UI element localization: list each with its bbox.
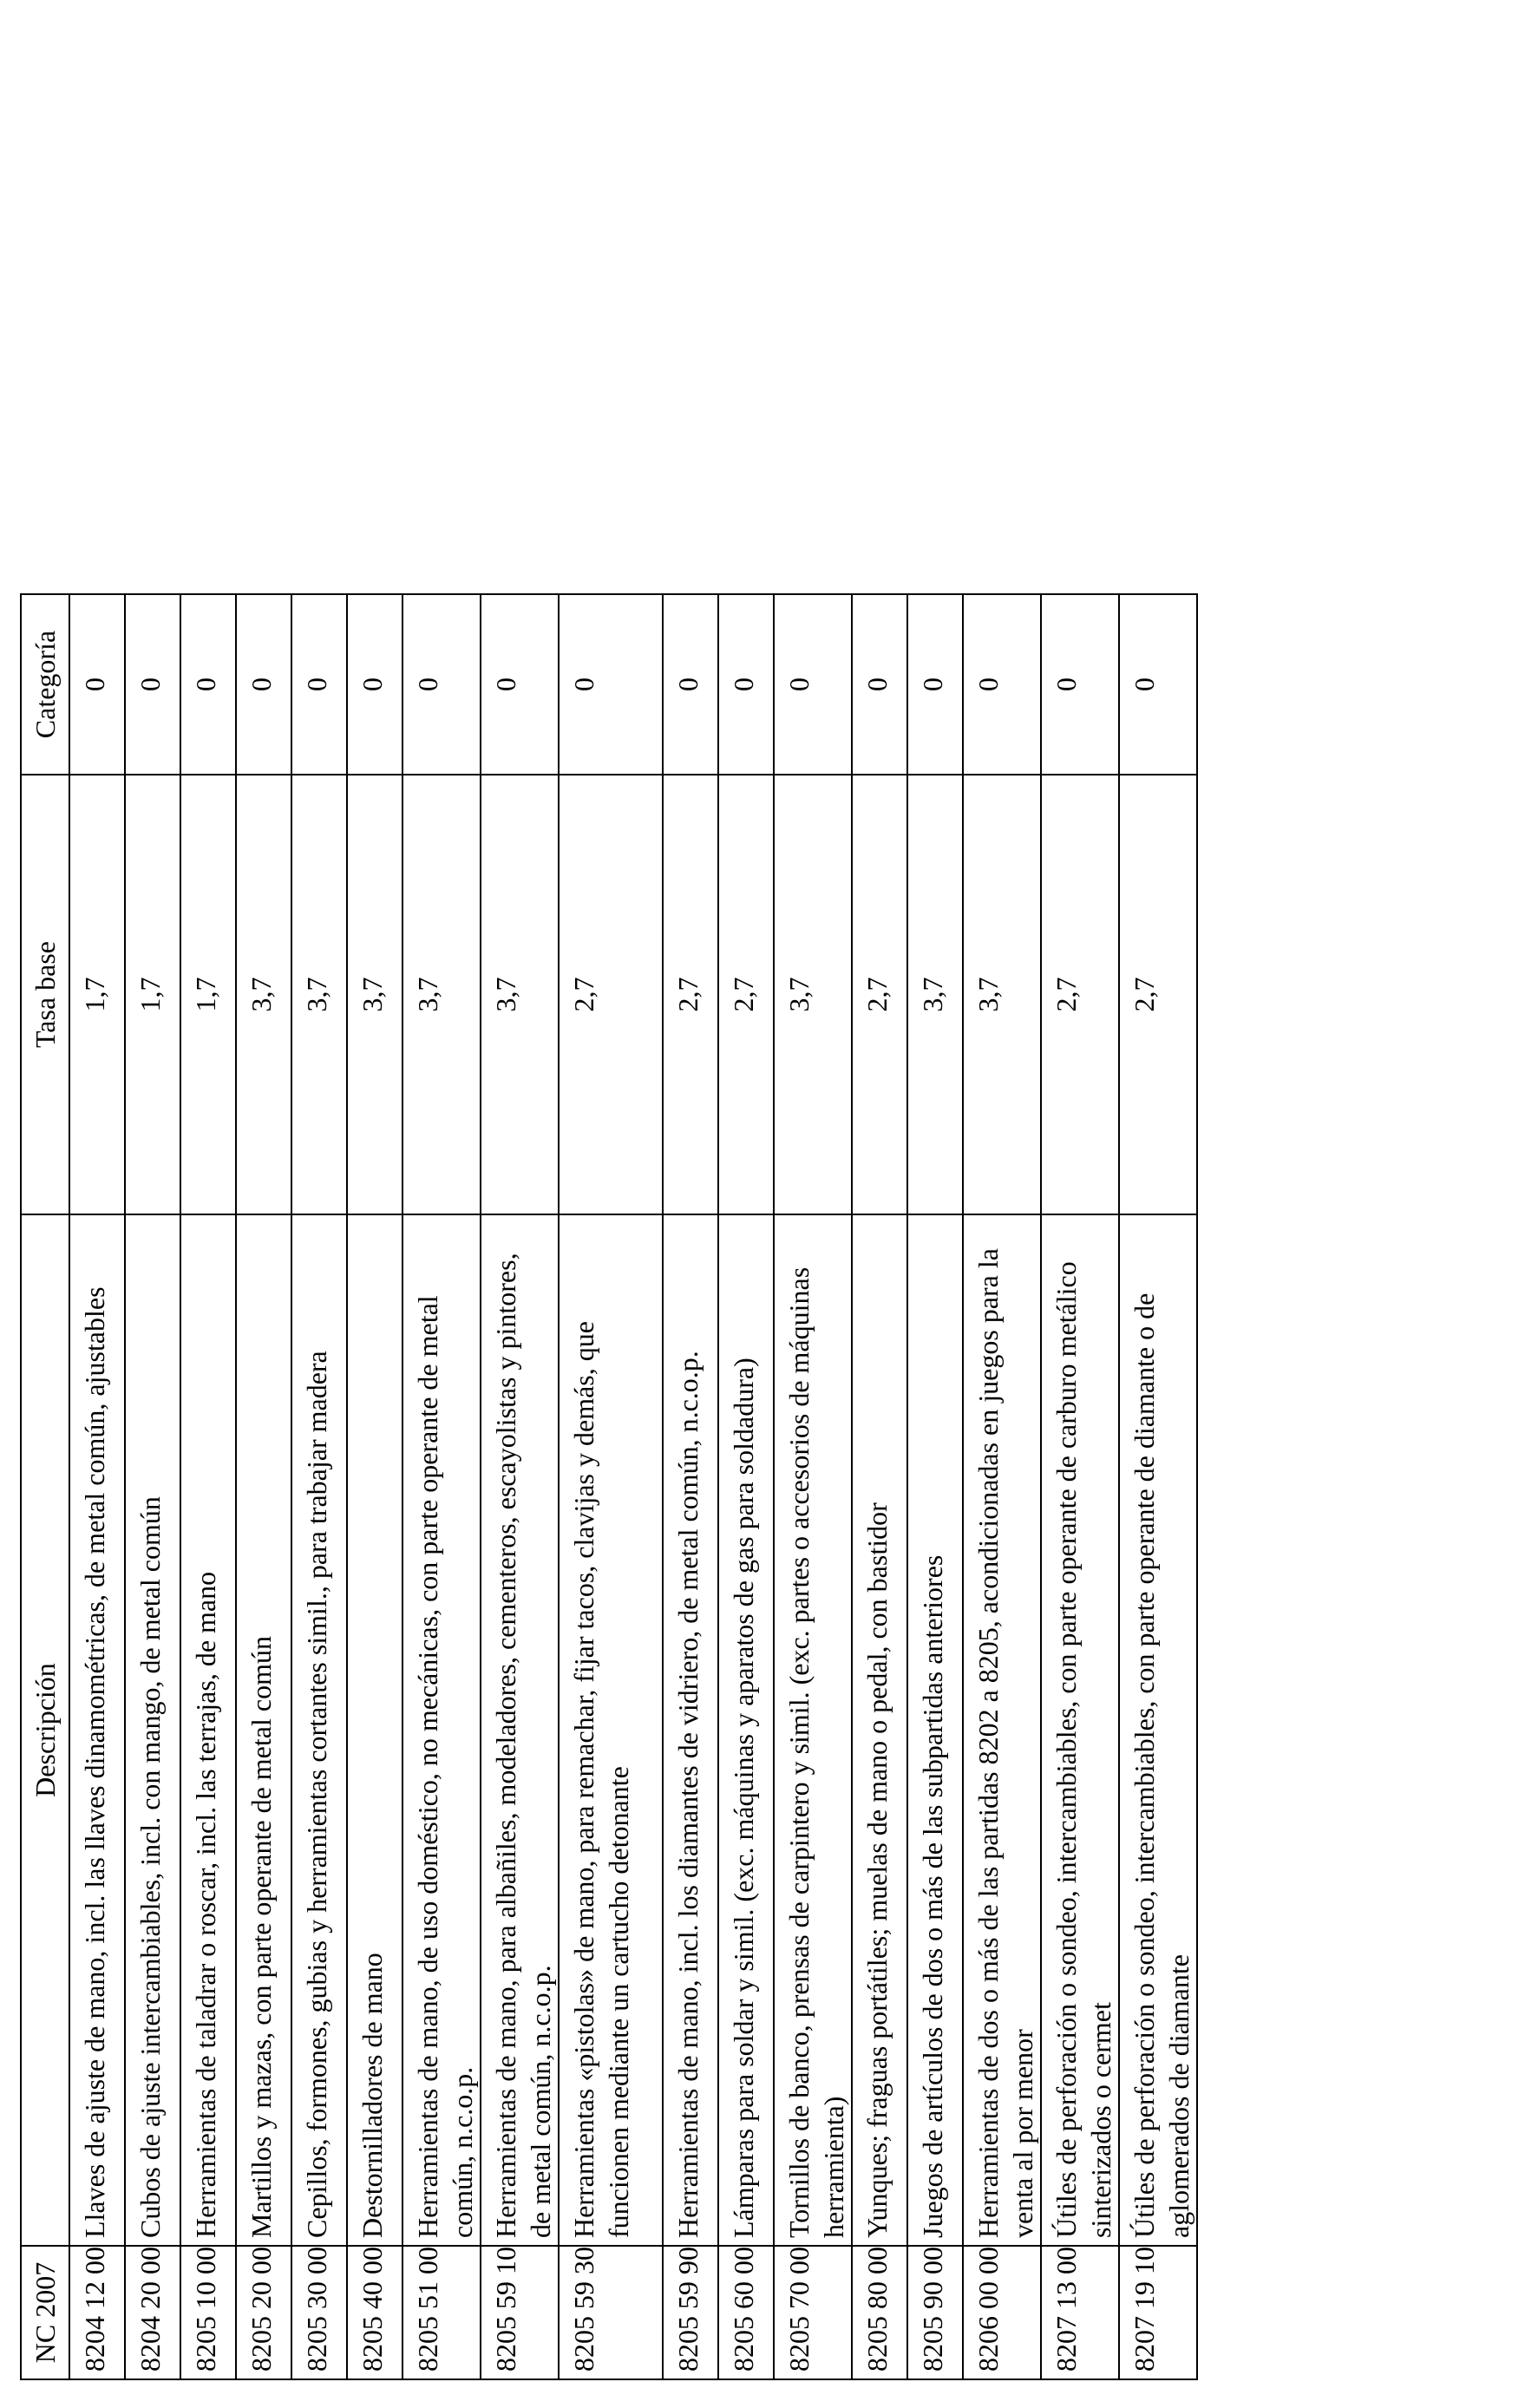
code-cell: 8205 59 10 (481, 2246, 559, 2379)
category-cell: 0 (481, 594, 559, 775)
description-cell: Llaves de ajuste de mano, incl. las llaves dinamométricas, de metal común, ajustables (69, 1214, 125, 2246)
code-cell: 8205 59 90 (663, 2246, 718, 2379)
header-rate: Tasa base (21, 775, 69, 1214)
table-row (481, 594, 559, 2379)
code-cell: 8205 30 00 (291, 2246, 347, 2379)
description-cell: Juegos de artículos de dos o más de las subpartidas anteriores (907, 1214, 963, 2246)
category-cell: 0 (559, 594, 663, 775)
rate-cell: 2,7 (663, 775, 718, 1214)
description-cell: Herramientas de dos o más de las partidas 8202 a 8205, acondicionadas en juegos para la venta al por menor (963, 1214, 1041, 2246)
table-row (663, 594, 718, 2379)
category-cell: 0 (180, 594, 236, 775)
description-cell: Herramientas de mano, de uso doméstico, no mecánicas, con parte operante de metal común, n.c.o.p. (402, 1214, 481, 2246)
code-cell: 8205 40 00 (347, 2246, 402, 2379)
description-cell: Herramientas de mano, incl. los diamantes de vidriero, de metal común, n.c.o.p. (663, 1214, 718, 2246)
rate-cell: 1,7 (69, 775, 125, 1214)
code-cell: 8204 20 00 (125, 2246, 180, 2379)
category-cell: 0 (347, 594, 402, 775)
table-row (291, 594, 347, 2379)
category-cell: 0 (1041, 594, 1119, 775)
table-row (852, 594, 907, 2379)
description-cell: Destornilladores de mano (347, 1214, 402, 2246)
category-cell: 0 (402, 594, 481, 775)
rate-cell: 3,7 (236, 775, 291, 1214)
category-cell: 0 (1119, 594, 1197, 775)
tariff-table (20, 593, 1198, 2380)
category-cell: 0 (236, 594, 291, 775)
rate-cell: 3,7 (907, 775, 963, 1214)
description-cell: Tornillos de banco, prensas de carpintero y simil. (exc. partes o accesorios de máquinas herramienta) (774, 1214, 852, 2246)
table-row (347, 594, 402, 2379)
description-cell: Cepillos, formones, gubias y herramientas cortantes simil., para trabajar madera (291, 1214, 347, 2246)
description-cell: Cubos de ajuste intercambiables, incl. con mango, de metal común (125, 1214, 180, 2246)
rate-cell: 2,7 (852, 775, 907, 1214)
header-description: Descripción (21, 1214, 69, 2246)
rate-cell: 2,7 (1041, 775, 1119, 1214)
table-row (1119, 594, 1197, 2379)
description-cell: Yunques; fraguas portátiles; muelas de mano o pedal, con bastidor (852, 1214, 907, 2246)
header-category: Categoría (21, 594, 69, 775)
category-cell: 0 (907, 594, 963, 775)
category-cell: 0 (774, 594, 852, 775)
rate-cell: 3,7 (347, 775, 402, 1214)
code-cell: 8205 20 00 (236, 2246, 291, 2379)
rate-cell: 2,7 (559, 775, 663, 1214)
rate-cell: 1,7 (180, 775, 236, 1214)
rate-cell: 3,7 (402, 775, 481, 1214)
table-row (559, 594, 663, 2379)
table-row (236, 594, 291, 2379)
code-cell: 8205 70 00 (774, 2246, 852, 2379)
category-cell: 0 (663, 594, 718, 775)
category-cell: 0 (852, 594, 907, 775)
code-cell: 8204 12 00 (69, 2246, 125, 2379)
description-cell: Herramientas de mano, para albañiles, modeladores, cementeros, escayolistas y pintores, de metal común, n.c.o.p. (481, 1214, 559, 2246)
header-code: NC 2007 (21, 2246, 69, 2379)
description-cell: Herramientas «pistolas» de mano, para remachar, fijar tacos, clavijas y demás, que funcionen mediante un cartucho detonante (559, 1214, 663, 2246)
code-cell: 8205 80 00 (852, 2246, 907, 2379)
description-cell: Lámparas para soldar y simil. (exc. máquinas y aparatos de gas para soldadura) (718, 1214, 774, 2246)
header-row (21, 594, 69, 2379)
category-cell: 0 (963, 594, 1041, 775)
rate-cell: 3,7 (481, 775, 559, 1214)
description-cell: Útiles de perforación o sondeo, intercambiables, con parte operante de diamante o de aglomerados de diamante (1119, 1214, 1197, 2246)
description-cell: Herramientas de taladrar o roscar, incl. las terrajas, de mano (180, 1214, 236, 2246)
table-row (774, 594, 852, 2379)
category-cell: 0 (69, 594, 125, 775)
rate-cell: 3,7 (963, 775, 1041, 1214)
table-row (125, 594, 180, 2379)
table-row (1041, 594, 1119, 2379)
table-body (69, 594, 1197, 2379)
code-cell: 8205 90 00 (907, 2246, 963, 2379)
code-cell: 8205 59 30 (559, 2246, 663, 2379)
code-cell: 8206 00 00 (963, 2246, 1041, 2379)
description-cell: Útiles de perforación o sondeo, intercambiables, con parte operante de carburo metálico sinterizados o cermet (1041, 1214, 1119, 2246)
category-cell: 0 (718, 594, 774, 775)
category-cell: 0 (291, 594, 347, 775)
rate-cell: 3,7 (774, 775, 852, 1214)
rate-cell: 2,7 (718, 775, 774, 1214)
description-cell: Martillos y mazas, con parte operante de metal común (236, 1214, 291, 2246)
code-cell: 8205 10 00 (180, 2246, 236, 2379)
code-cell: 8207 19 10 (1119, 2246, 1197, 2379)
code-cell: 8205 60 00 (718, 2246, 774, 2379)
table-row (69, 594, 125, 2379)
rate-cell: 1,7 (125, 775, 180, 1214)
table-row (402, 594, 481, 2379)
code-cell: 8207 13 00 (1041, 2246, 1119, 2379)
rate-cell: 2,7 (1119, 775, 1197, 1214)
table-row (180, 594, 236, 2379)
table-row (718, 594, 774, 2379)
table-row (963, 594, 1041, 2379)
category-cell: 0 (125, 594, 180, 775)
code-cell: 8205 51 00 (402, 2246, 481, 2379)
rate-cell: 3,7 (291, 775, 347, 1214)
table-row (907, 594, 963, 2379)
